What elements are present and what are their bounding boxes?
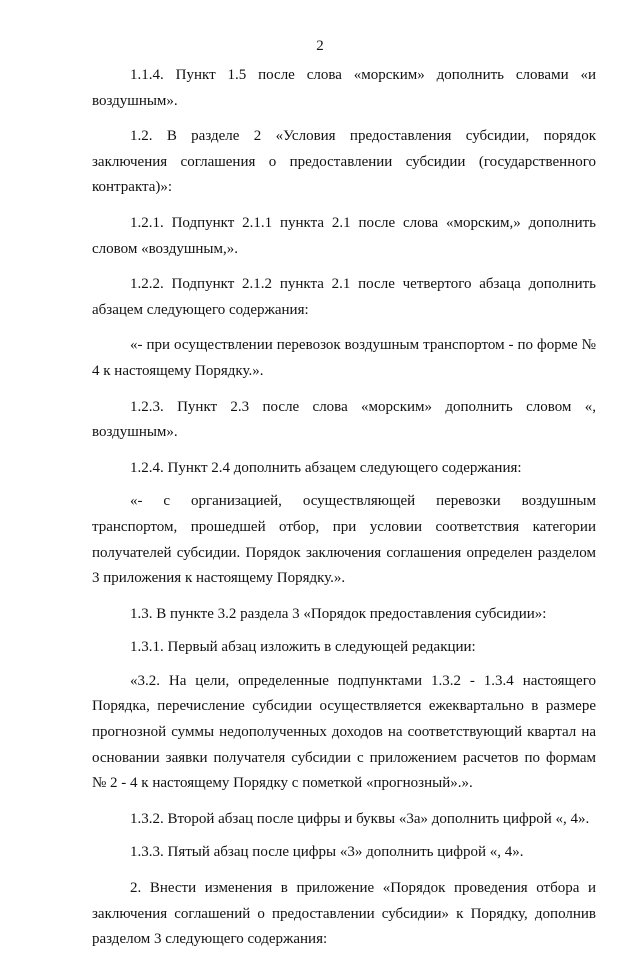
- paragraph-1-2-2: 1.2.2. Подпункт 2.1.2 пункта 2.1 после четвертого абзаца дополнить абзацем следующего содержания:: [92, 276, 596, 318]
- paragraph-1-2-1: 1.2.1. Подпункт 2.1.1 пункта 2.1 после слова «морским,» дополнить словом «воздушным,».: [92, 214, 596, 257]
- paragraph-1-2-3: 1.2.3. Пункт 2.3 после слова «морским» дополнить словом «, воздушным».: [92, 398, 596, 441]
- page-number: 2: [316, 38, 324, 54]
- paragraph-2: 2. Внести изменения в приложение «Порядок проведения отбора и заключения соглашений о предоставлении субсидии» к Порядку, дополнив разделом 3 следующего содержания:: [92, 880, 596, 948]
- paragraph-1-2: 1.2. В разделе 2 «Условия предоставления субсидии, порядок заключения соглашения о предоставлении субсидии (государственного контракта)»:: [92, 128, 596, 196]
- quoted-paragraph-air-transport-form: «- при осуществлении перевозок воздушным транспортом - по форме № 4 к настоящему Порядку.».: [92, 337, 596, 379]
- paragraph-1-2-4: 1.2.4. Пункт 2.4 дополнить абзацем следующего содержания:: [130, 459, 522, 476]
- paragraph-1-3-2: 1.3.2. Второй абзац после цифры и буквы «3а» дополнить цифрой «, 4».: [130, 810, 590, 827]
- paragraph-1-3: 1.3. В пункте 3.2 раздела 3 «Порядок предоставления субсидии»:: [130, 605, 547, 622]
- quoted-paragraph-3-2: «3.2. На цели, определенные подпунктами 1.3.2 - 1.3.4 настоящего Порядка, перечисление субсидии осуществляется ежеквартально в размере прогнозной суммы недополученных доходов на соответствующий квартал на основании заявки получателя субсидии с приложением расчетов по формам № 2 - 4 к настоящему Порядку с пометкой «прогнозный».».: [92, 672, 596, 792]
- document-body: [92, 63, 596, 963]
- paragraph-1-1-4: 1.1.4. Пункт 1.5 после слова «морским» дополнить словами «и воздушным».: [92, 67, 596, 109]
- paragraph-1-3-1: 1.3.1. Первый абзац изложить в следующей редакции:: [130, 639, 476, 656]
- quoted-paragraph-organization-selection: «- с организацией, осуществляющей перевозки воздушным транспортом, прошедшей отбор, при условии соответствия категории получателей субсидии. Порядок заключения соглашения определен разделом 3 приложения к настоящему Порядку.».: [92, 493, 596, 587]
- paragraph-1-3-3: 1.3.3. Пятый абзац после цифры «3» дополнить цифрой «, 4».: [130, 844, 524, 861]
